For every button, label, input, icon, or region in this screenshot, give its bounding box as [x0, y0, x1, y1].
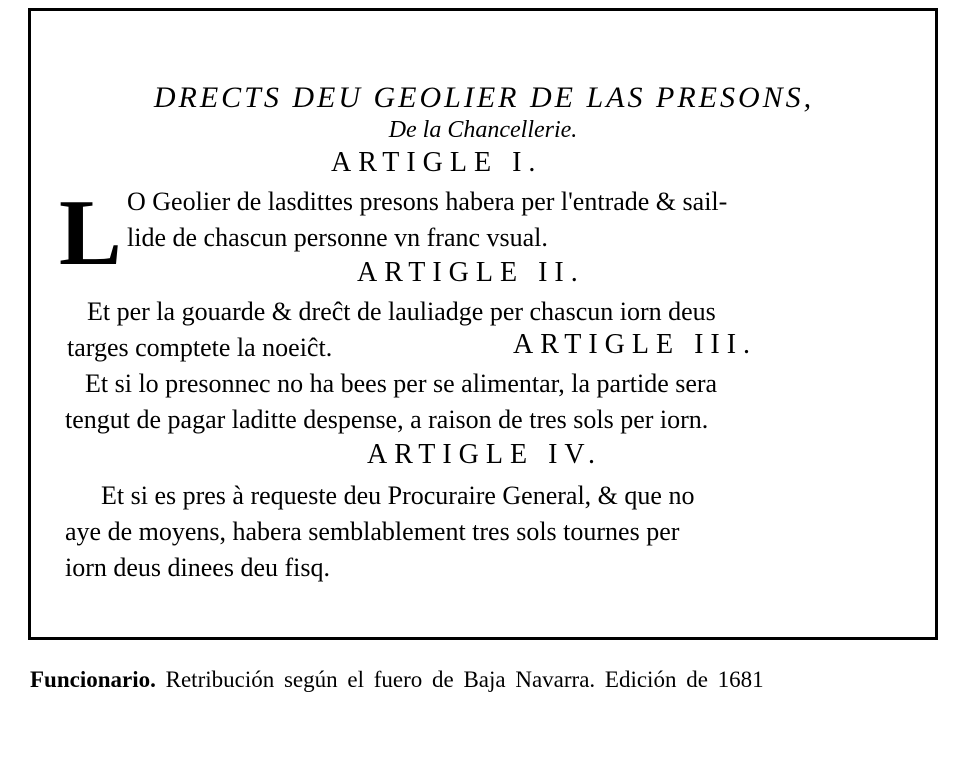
article-4-line-1: Et si es pres à requeste deu Procuraire General, & que no	[101, 481, 695, 510]
article-4-line-2: aye de moyens, habera semblablement tres sols tournes per	[65, 517, 680, 546]
caption-text: Retribución según el fuero de Baja Navarra. Edición de 1681	[165, 667, 764, 692]
document-heading: DRECTS DEU GEOLIER DE LAS PRESONS,	[153, 81, 815, 114]
document-subheading: De la Chancellerie.	[388, 117, 578, 143]
drop-cap: L	[59, 181, 122, 285]
article-1-title: ARTIGLE I.	[331, 147, 543, 178]
article-2-title: ARTIGLE II.	[357, 257, 585, 288]
article-4-line-3: iorn deus dinees deu fisq.	[65, 553, 331, 582]
article-1-line-2: lide de chascun personne vn franc vsual.	[127, 223, 548, 252]
caption-label: Funcionario.	[30, 667, 156, 692]
article-3-title: ARTIGLE III.	[513, 329, 758, 360]
article-4-title: ARTIGLE IV.	[367, 439, 603, 470]
figure-caption	[30, 664, 950, 696]
article-2-line-2: targes comptete la noeiĉt.	[67, 333, 333, 362]
article-2-line-1: Et per la gouarde & dreĉt de lauliadge per chascun iorn deus	[87, 297, 716, 326]
document-frame	[28, 8, 938, 640]
article-1-line-1: O Geolier de lasdittes presons habera per l'entrade & sail-	[127, 187, 728, 216]
article-3-line-1: Et si lo presonnec no ha bees per se alimentar, la partide sera	[85, 369, 718, 398]
article-3-line-2: tengut de pagar laditte despense, a raison de tres sols per iorn.	[65, 405, 709, 434]
